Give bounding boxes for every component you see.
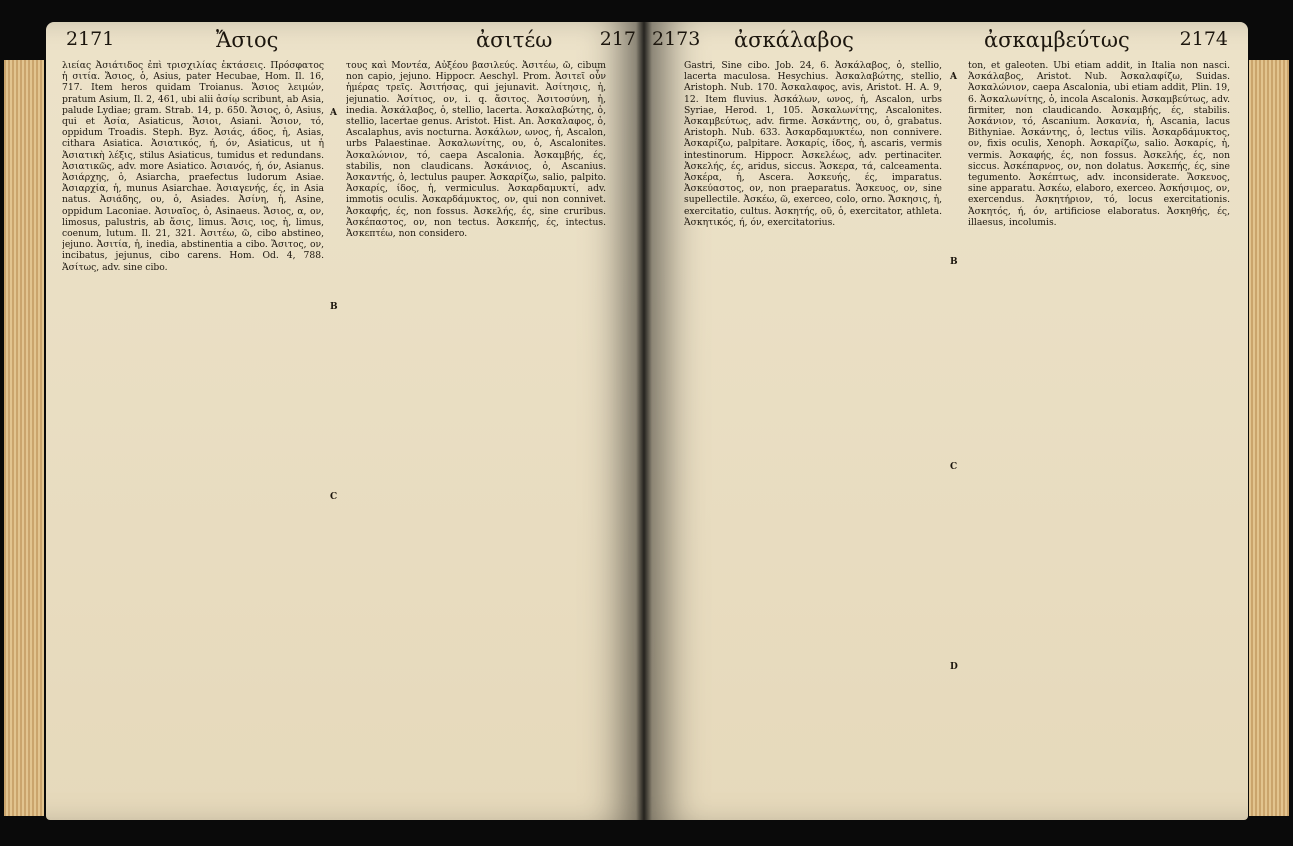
left-column-a-text: λιείας Ἀσιάτιδος ἐπὶ τρισχιλίας ἐκτάσεις. Πρόσφατος ἡ σιτία. Ἄσιος, ὁ, Asius, pater Hecubae, Hom. Il. 16, 717. Item heros quidam Troianus. Ἄσιος λειμών, pratum Asium, Il. 2, 461, ubi alii ἀσίῳ scribunt, ab Asia, palude Lydiae; gram. Strab. 14, p. 650. Ἄσιος, ὁ, Asius, qui et Ἀσία, Asiaticus, Ἄσιοι, Asiani. Ἄσιον, τό, oppidum Troadis. Steph. Byz. Ἀσιάς, άδος, ἡ, Asias, cithara Asiatica. Ἀσιατικός, ή, όν, Asiaticus, ut ἡ Ἀσιατικὴ λέξις, stilus Asiaticus, tumidus et redundans. Ἀσιατικῶς, adv. more Asiatico. Ἀσιανός, ή, όν, Asianus. Ἀσιάρχης, ὁ, Asiarcha, praefectus ludorum Asiae. Ἀσιαρχία, ἡ, munus Asiarchae. Ἀσιαγενής, ές, in Asia natus. Ἀσιάδης, ου, ὁ, Asiades. Ἀσίνη, ἡ, Asine, oppidum Laconiae. Ἀσιναῖος, ὁ, Asinaeus. Ἄσιος, α, ον, limosus, palustris, ab ἄσις, limus. Ἄσις, ιος, ἡ, limus, coenum, lutum. Il. 21, 321. Ἀσιτέω, ῶ, cibo abstineo, jejuno. Ἀσιτία, ἡ, inedia, abstinentia a cibo. Ἄσιτος, ον, incibatus, jejunus, cibo carens. Hom. Od. 4, 788. Ἀσίτως, adv. sine cibo. [62, 60, 324, 273]
left-running-head [66, 28, 636, 54]
page-edges-left [4, 60, 44, 816]
right-headword-a: ἀσκάλαβος [734, 28, 854, 52]
left-page-number: 2171 [66, 28, 115, 50]
book-gutter [636, 22, 652, 820]
left-column-b-text: τους καὶ Μοντέα, Αὐξέου βασιλεύς. Ἀσιτέω, ῶ, cibum non capio, jejuno. Hippocr. Aeschyl. Prom. Ἀσιτεῖ οὖν ἡμέρας τρεῖς. Ἀσιτήσας, qui jejunavit. Ἀσίτησις, ἡ, jejunatio. Ἀσίτιος, ον, i. q. ἄσιτος. Ἀσιτοσύνη, ἡ, inedia. Ἀσκάλαβος, ὁ, stellio, lacerta. Ἀσκαλαβώτης, ὁ, stellio, lacertae genus. Aristot. Hist. An. Ἀσκαλαφος, ὁ, Ascalaphus, avis nocturna. Ἀσκάλων, ωνος, ἡ, Ascalon, urbs Palaestinae. Ἀσκαλωνίτης, ου, ὁ, Ascalonites. Ἀσκαλώνιον, τό, caepa Ascalonia. Ἀσκαμβής, ές, stabilis, non claudicans. Ἀσκάνιος, ὁ, Ascanius. Ἀσκαντής, ὁ, lectulus pauper. Ἀσκαρίζω, salio, palpito. Ἀσκαρίς, ίδος, ἡ, vermiculus. Ἀσκαρδαμυκτί, adv. immotis oculis. Ἀσκαρδάμυκτος, ον, qui non connivet. Ἀσκαφής, ές, non fossus. Ἀσκελής, ές, sine cruribus. Ἀσκέπαστος, ον, non tectus. Ἀσκεπής, ές, intectus. Ἀσκεπτέω, non considero. [346, 60, 606, 240]
right-page [644, 22, 1248, 820]
right-partial-number: 2173 [652, 28, 701, 50]
margin-letter-b-left: B [330, 302, 338, 312]
right-column-a-text: Gastri, Sine cibo. Job. 24, 6. Ἀσκάλαβος, ὁ, stellio, lacerta maculosa. Hesychius. Ἀσκαλαβώτης, stellio, Aristoph. Nub. 170. Ἀσκαλαφος, avis, Aristot. H. A. 9, 12. Item fluvius. Ἀσκάλων, ωνος, ἡ, Ascalon, urbs Syriae, Herod. 1, 105. Ἀσκαλωνίτης, Ascalonites. Ἀσκαμβεύτως, adv. firme. Ἀσκάντης, ου, ὁ, grabatus. Aristoph. Nub. 633. Ἀσκαρδαμυκτέω, non connivere. Ἀσκαρίζω, palpitare. Ἀσκαρίς, ίδος, ἡ, ascaris, vermis intestinorum. Hippocr. Ἀσκελέως, adv. pertinaciter. Ἀσκελής, ές, aridus, siccus. Ἄσκερα, τά, calceamenta. Ἀσκέρα, ἡ, Ascera. Ἀσκευής, ές, imparatus. Ἀσκεύαστος, ον, non praeparatus. Ἄσκευος, ον, sine supellectile. Ἀσκέω, ῶ, exerceo, colo, orno. Ἄσκησις, ἡ, exercitatio, cultus. Ἀσκητής, οῦ, ὁ, exercitator, athleta. Ἀσκητικός, ή, όν, exercitatorius. [684, 60, 942, 228]
right-column-b [968, 60, 1230, 810]
left-running-word: ἀσιτέω [476, 28, 553, 52]
page-edges-right [1249, 60, 1289, 816]
right-running-head [652, 28, 1228, 54]
right-column-a [684, 60, 942, 810]
right-column-b-text: ton, et galeoten. Ubi etiam addit, in Italia non nasci. Ἀσκάλαβος, Aristot. Nub. Ἀσκαλαφίζω, Suidas. Ἀσκαλώνιον, caepa Ascalonia, ubi etiam addit, Plin. 19, 6. Ἀσκαλωνίτης, ὁ, incola Ascalonis. Ἀσκαμβεύτως, adv. firmiter, non claudicando. Ἀσκαμβής, ές, stabilis. Ἀσκάνιον, τό, Ascanium. Ἀσκανία, ἡ, Ascania, lacus Bithyniae. Ἀσκάντης, ὁ, lectus vilis. Ἀσκαρδάμυκτος, ον, fixis oculis, Xenoph. Ἀσκαρίζω, salio. Ἀσκαρίς, ἡ, vermis. Ἀσκαφής, ές, non fossus. Ἀσκελής, ές, non siccus. Ἀσκέπαρνος, ον, non dolatus. Ἀσκεπής, ές, sine tegumento. Ἀσκέπτως, adv. inconsiderate. Ἄσκευος, sine apparatu. Ἀσκέω, elaboro, exerceo. Ἀσκήσιμος, ον, exercendus. Ἀσκητήριον, τό, locus exercitationis. Ἀσκητός, ή, όν, artificiose elaboratus. Ἀσκηθής, ές, illaesus, incolumis. [968, 60, 1230, 228]
right-headword-b: ἀσκαμβεύτως [984, 28, 1130, 52]
margin-letter-a-right: A [950, 72, 957, 82]
left-column-a [62, 60, 324, 810]
margin-letter-d-right: D [950, 662, 958, 672]
right-page-number: 2174 [1179, 28, 1228, 50]
margin-letter-b-right: B [950, 257, 958, 267]
margin-letter-a-left: A [330, 108, 337, 118]
left-headword: Ἄσιος [216, 28, 279, 52]
left-page [46, 22, 644, 820]
margin-letter-c-right: C [950, 462, 958, 472]
left-column-b [346, 60, 606, 810]
margin-letter-c-left: C [330, 492, 338, 502]
left-partial-number: 217 [599, 28, 636, 50]
